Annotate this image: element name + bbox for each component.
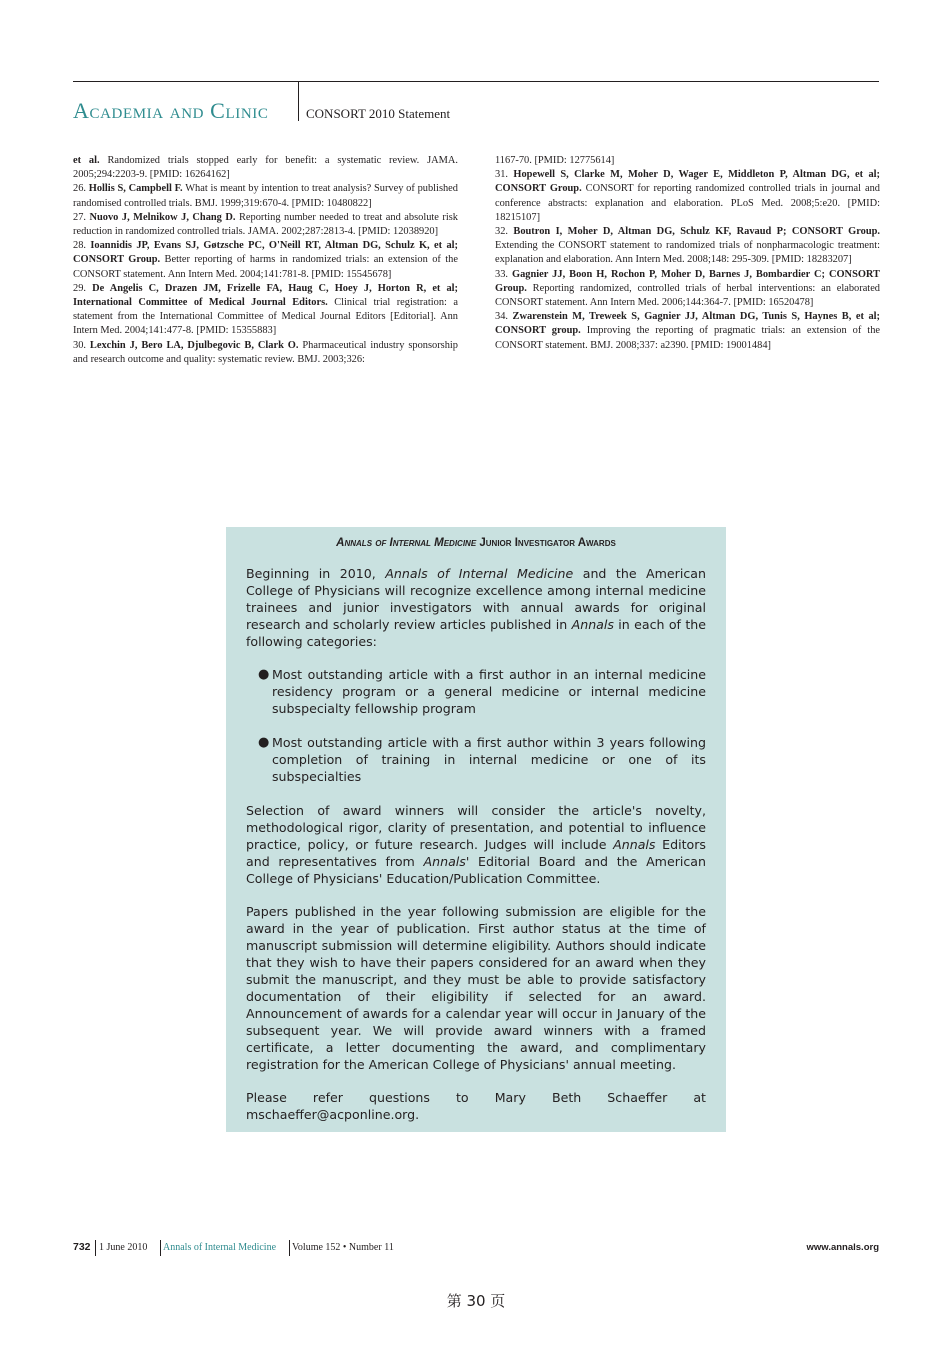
reference-item <box>73 211 458 239</box>
issue-date: 1 June 2010 <box>99 1242 148 1253</box>
reference-authors: Boutron I, Moher D, Altman DG, Schulz KF, Ravaud P; CONSORT Group. <box>513 226 880 238</box>
award-selection-journal: Annals' <box>423 853 470 869</box>
document-page-label: 第 30 页 <box>446 1292 506 1310</box>
award-category-text: Most outstanding article with a first author in an internal medicine residency program or a general medicine or internal medicine subspecialty fellowship program <box>272 667 706 717</box>
reference-authors: Lexchin J, Bero LA, Djulbegovic B, Clark O. <box>89 339 299 351</box>
reference-item <box>73 339 458 367</box>
award-selection-text: Editorial Board and the American College of Physicians' Education/Publication Committee. <box>246 853 706 886</box>
reference-item <box>495 168 880 225</box>
reference-text: 1167-70. [PMID: 12775614] <box>495 155 615 166</box>
reference-item <box>73 239 458 282</box>
reference-text: Randomized trials stopped early for benefit: a systematic review. JAMA. 2005;294:2203-9. [PMID: 16264162] <box>73 155 459 181</box>
reference-text: Improving the reporting of pragmatic trials: an extension of the CONSORT statement. BMJ. 2008;337: a2390. [PMID: 19001484] <box>495 325 880 351</box>
reference-item <box>73 282 458 339</box>
reference-text: What is meant by intention to treat analysis? Survey of published randomised controlled trials. BMJ. 1999;319:670-4. [PMID: 10480822] <box>73 183 458 209</box>
section-title: Academia and Clinic <box>73 98 269 123</box>
award-title-journal: Annals of Internal Medicine <box>336 537 477 549</box>
reference-item <box>495 268 880 311</box>
footer-divider <box>160 1240 161 1256</box>
reference-authors: Zwarenstein M, Treweek S, Gagnier JJ, Altman DG, Tunis S, Haynes B, et al; CONSORT group. <box>495 311 880 337</box>
award-title-rest: Junior Investigator Awards <box>476 537 616 549</box>
reference-text: Better reporting of harms in randomized trials: an extension of the CONSORT statement. Ann Intern Med. 2004;141:781-8. [PMID: 15545678] <box>73 254 458 280</box>
reference-text: CONSORT for reporting randomized controlled trials in journal and conference abstracts: explanation and elaboration. PLoS Med. 2008;5:e20. [PMID: 18215107] <box>495 183 880 223</box>
bullet-icon: ● <box>258 667 270 683</box>
reference-text: Extending the CONSORT statement to randomized trials of nonpharmacologic treatment: explanation and elaboration. Ann Intern Med. 2008;148: 295-309. [PMID: 18283207] <box>495 240 880 266</box>
award-intro-journal: Annals of Internal Medicine <box>385 565 574 581</box>
award-category-item <box>246 667 706 718</box>
reference-item <box>73 154 458 182</box>
award-intro-text: Beginning in 2010, <box>246 565 386 581</box>
reference-text: Clinical trial registration: a statement from the International Committee of Medical Journal Editors [Editorial]. Ann Intern Med. 2004;141:477-8. [PMID: 15355883] <box>73 297 458 337</box>
award-intro-text: and the American College of Physicians will recognize excellence among internal medicine trainees and junior investigators with annual awards for original research and scholarly review articles published in <box>246 565 706 632</box>
reference-number: 29. <box>73 282 93 294</box>
footer-divider <box>95 1240 96 1256</box>
reference-number: 34. <box>495 311 513 323</box>
award-eligibility-paragraph: Papers published in the year following submission are eligible for the award in the year of publication. First author status at the time of manuscript submission will determine eligibility. Authors should indicate that they wish to have their papers considered for an award when they submit the manuscript, and they must be able to provide satisfactory documentation of their eligibility if selected for an award. Announcement of awards for a calendar year will occur in January of the subsequent year. We will provide award winners with a framed certificate, a letter documenting the award, and complimentary registration for the American College of Physicians' annual meeting. <box>246 904 706 1072</box>
award-intro-journal-short: Annals <box>571 616 614 632</box>
reference-authors: De Angelis C, Drazen JM, Frizelle FA, Haug C, Hoey J, Horton R, et al; International Committee of Medical Journal Editors. <box>73 282 459 309</box>
award-selection-text: Selection of award winners will consider the article's novelty, methodological rigor, clarity of presentation, and potential to influence practice, policy, or future research. Judges will include <box>246 802 706 852</box>
award-category-item <box>246 735 706 786</box>
reference-item <box>495 310 880 353</box>
footer-divider <box>289 1240 290 1256</box>
reference-authors: Gagnier JJ, Boon H, Rochon P, Moher D, Barnes J, Bombardier C; CONSORT Group. <box>495 268 880 294</box>
award-intro-paragraph <box>246 566 706 651</box>
reference-number: 30. <box>73 339 90 351</box>
section-subtitle: CONSORT 2010 Statement <box>306 106 451 121</box>
website-link[interactable]: www.annals.org <box>806 1242 879 1253</box>
references-right-column <box>495 154 880 353</box>
header-divider <box>298 81 299 121</box>
reference-number: 28. <box>73 240 91 252</box>
reference-authors: Hollis S, Campbell F. <box>88 183 183 195</box>
bullet-icon: ● <box>258 735 270 751</box>
reference-authors: Ioannidis JP, Evans SJ, Gøtzsche PC, O'Neill RT, Altman DG, Schulz K, et al; CONSORT Group. <box>73 240 458 266</box>
references-left-column <box>73 154 458 367</box>
award-selection-journal: Annals <box>613 836 656 852</box>
reference-item <box>495 154 880 168</box>
page-number: 732 <box>73 1241 91 1253</box>
reference-number: 27. <box>73 211 90 223</box>
page-footer <box>73 1240 879 1256</box>
reference-number: 26. <box>73 183 89 195</box>
reference-item <box>73 182 458 210</box>
reference-text: Reporting number needed to treat and absolute risk reduction in randomized controlled trials. JAMA. 2002;287:2813-4. [PMID: 12038920] <box>73 211 458 238</box>
reference-number: 32. <box>495 226 514 238</box>
award-contact-paragraph[interactable]: Please refer questions to Mary Beth Schaeffer at mschaeffer@acponline.org. <box>246 1090 706 1123</box>
award-selection-text: Editors and representatives from <box>246 836 706 869</box>
award-categories-list <box>246 667 706 785</box>
reference-text: Pharmaceutical industry sponsorship and research outcome and quality: systematic review. BMJ. 2003;326: <box>73 339 458 365</box>
journal-name: Annals of Internal Medicine <box>163 1242 277 1253</box>
reference-number: 31. <box>495 169 514 181</box>
junior-investigator-awards-box <box>226 527 726 1132</box>
reference-authors: Nuovo J, Melnikow J, Chang D. <box>89 211 236 223</box>
award-category-text: Most outstanding article with a first author within 3 years following completion of training in internal medicine or one of its subspecialties <box>272 735 706 784</box>
volume-number: Volume 152 • Number 11 <box>292 1242 394 1253</box>
award-selection-paragraph <box>246 803 706 888</box>
reference-item <box>495 225 880 268</box>
reference-number: 33. <box>495 268 512 280</box>
reference-authors: Hopewell S, Clarke M, Moher D, Wager E, Middleton P, Altman DG, et al; CONSORT Group. <box>495 169 881 195</box>
reference-authors: et al. <box>73 155 100 166</box>
award-box-title <box>246 535 706 552</box>
award-intro-text: in each of the following categories: <box>246 616 707 649</box>
reference-text: Reporting randomized, controlled trials of herbal interventions: an elaborated CONSORT statement. Ann Intern Med. 2006;144:364-7. [PMID: 16520478] <box>495 282 880 309</box>
header-rule <box>73 81 879 82</box>
